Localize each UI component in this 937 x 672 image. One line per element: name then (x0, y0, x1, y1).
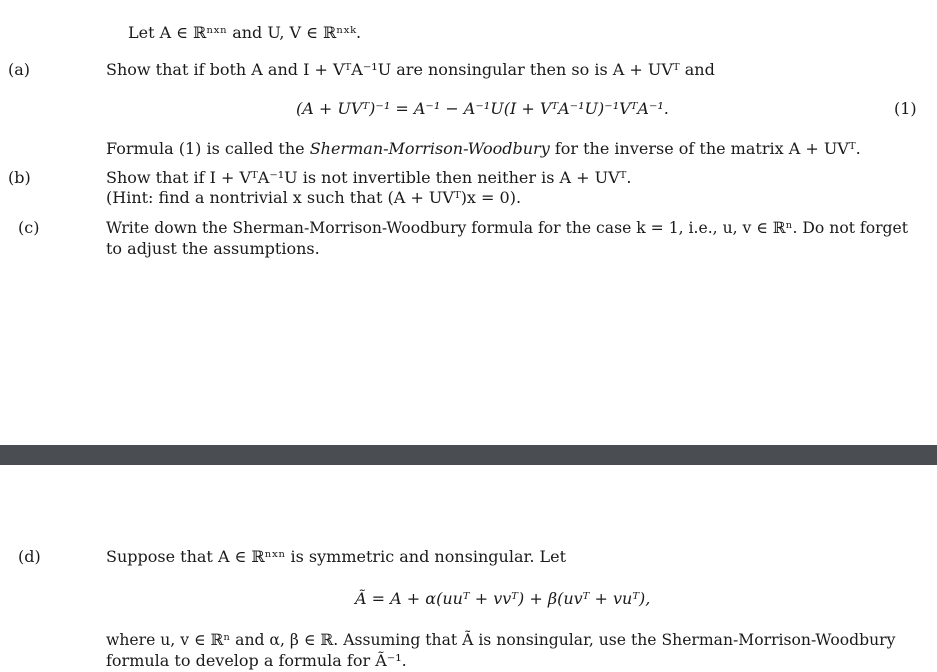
part-a-label: (a) (8, 60, 31, 79)
part-c-label: (c) (18, 218, 40, 237)
part-b-label: (b) (8, 168, 31, 187)
part-c-line2: to adjust the assumptions. (106, 239, 320, 258)
part-c-line1: Write down the Sherman-Morrison-Woodbury formula for the case k = 1, i.e., u, v ∈ ℝⁿ. Do not forget (106, 219, 909, 237)
intro-text: Let A ∈ ℝⁿˣⁿ and U, V ∈ ℝⁿˣᵏ. (128, 23, 362, 42)
part-a-note (106, 139, 861, 159)
part-d-line1: where u, v ∈ ℝⁿ and α, β ∈ ℝ. Assuming that Ã is nonsingular, use the Sherman-Morrison-Woodbury (106, 631, 896, 649)
part-d-line2: formula to develop a formula for Ã⁻¹. (106, 651, 407, 670)
problem-intro (128, 23, 361, 43)
note-prefix: Formula (1) is called the (106, 139, 310, 158)
page-divider (0, 445, 937, 465)
equation-number: (1) (894, 99, 917, 118)
part-b-hint: (Hint: find a nontrivial x such that (A + UVᵀ)x = 0). (106, 188, 522, 207)
note-suffix: for the inverse of the matrix A + UVᵀ. (549, 139, 861, 158)
part-a-statement: Show that if both A and I + VᵀA⁻¹U are nonsingular then so is A + UVᵀ and (106, 60, 715, 79)
note-emphasis: Sherman-Morrison-Woodbury (309, 139, 550, 158)
part-d-statement: Suppose that A ∈ ℝⁿˣⁿ is symmetric and nonsingular. Let (106, 547, 567, 566)
woodbury-equation: (A + UVᵀ)⁻¹ = A⁻¹ − A⁻¹U(I + VᵀA⁻¹U)⁻¹VᵀA⁻¹. (296, 99, 669, 118)
part-b-statement: Show that if I + VᵀA⁻¹U is not invertible then neither is A + UVᵀ. (106, 168, 632, 187)
a-tilde-equation: Ã = A + α(uuᵀ + vvᵀ) + β(uvᵀ + vuᵀ), (355, 589, 651, 608)
part-d-label: (d) (18, 547, 41, 566)
